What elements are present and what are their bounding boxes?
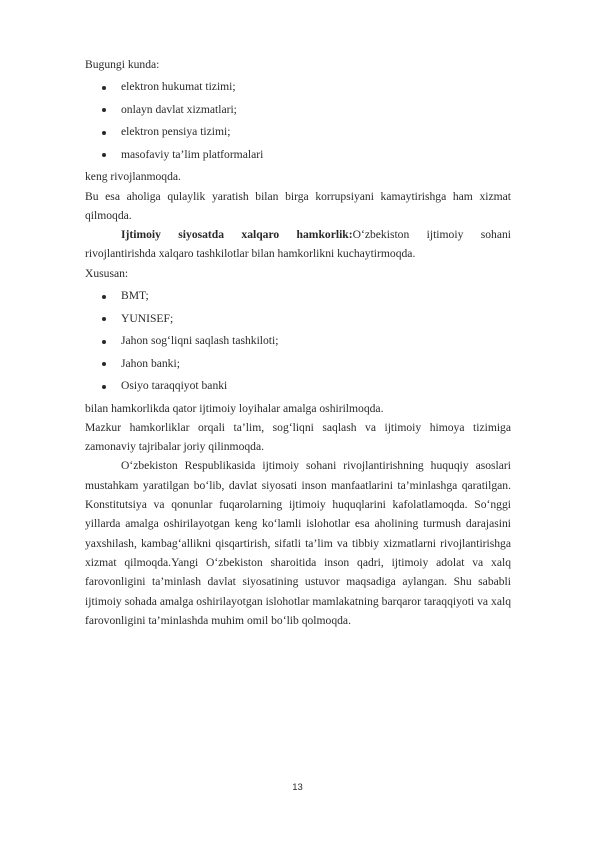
list-item: BMT; (85, 285, 511, 308)
after-list-text: bilan hamkorlikda qator ijtimoiy loyihalar amalga oshirilmoqda. (85, 401, 384, 415)
list-item: Jahon banki; (85, 353, 511, 376)
section-text: O‘zbekiston ijtimoiy sohani rivojlantirishda xalqaro tashkilotlar bilan hamkorlikni kuchaytirmoqda. (85, 228, 511, 261)
bullet-icon (102, 362, 106, 366)
section-paragraph (85, 225, 511, 264)
bullet-icon (102, 86, 106, 90)
list-item: Osiyo taraqqiyot banki (85, 375, 511, 398)
digital-services-list (85, 76, 511, 166)
paragraph: O‘zbekiston Respublikasida ijtimoiy sohani rivojlantirishning huquqiy asoslari mustahkam yaratilgan bo‘lib, davlat siyosati inson manfaatlarini ta’minlashga qaratilgan. Konstitutsiya va qonunlar fuqarolarning ijtimoiy huquqlarini kafolatlamoqda. So‘nggi yillarda amalga oshirilayotgan keng ko‘lamli islohotlar esa aholining turmush darajasini yaxshilash, kambag‘allikni qisqartirish, sifatli ta’lim va tibbiy xizmatlarni rivojlantirishga xizmat qilmoqda.Yangi O‘zbekiston sharoitida inson qadri, ijtimoiy adolat va xalq farovonligini ta’minlash davlat siyosatining ustuvor maqsadiga aylangan. Shu sababli ijtimoiy sohada amalga oshirilayotgan islohotlar mamlakatning barqaror taraqqiyoti va xalq farovonligini ta’minlashda muhim omil bo‘lib qolmoqda. (85, 459, 511, 627)
intro-text: Bugungi kunda: (85, 58, 160, 71)
list-item: YUNISEF; (85, 308, 511, 331)
list-item: Jahon sog‘liqni saqlash tashkiloti; (85, 330, 511, 353)
bullet-icon (102, 385, 106, 389)
xususan-text: Xususan: (85, 266, 129, 280)
organizations-list (85, 285, 511, 398)
list-item: masofaviy ta’lim platformalari (85, 144, 511, 167)
page-content (85, 55, 511, 630)
bullet-icon (102, 295, 106, 299)
section-heading: Ijtimoiy siyosatda xalqaro hamkorlik: (121, 228, 353, 242)
bullet-icon (102, 317, 106, 321)
bullet-icon (102, 340, 106, 344)
bullet-icon (102, 153, 106, 157)
bullet-icon (102, 108, 106, 112)
list-item: elektron hukumat tizimi; (85, 76, 511, 99)
page-number: 13 (292, 782, 303, 793)
bullet-icon (102, 131, 106, 135)
paragraph: Mazkur hamkorliklar orqali ta’lim, sog‘liqni saqlash va ijtimoiy himoya tizimiga zamonaviy tajribalar joriy qilinmoqda. (85, 420, 511, 454)
paragraph: Bu esa aholiga qulaylik yaratish bilan birga korrupsiyani kamaytirishga ham xizmat qilmoqda. (85, 189, 511, 222)
after-list-text: keng rivojlanmoqda. (85, 170, 181, 184)
list-item: onlayn davlat xizmatlari; (85, 99, 511, 122)
list-item: elektron pensiya tizimi; (85, 121, 511, 144)
